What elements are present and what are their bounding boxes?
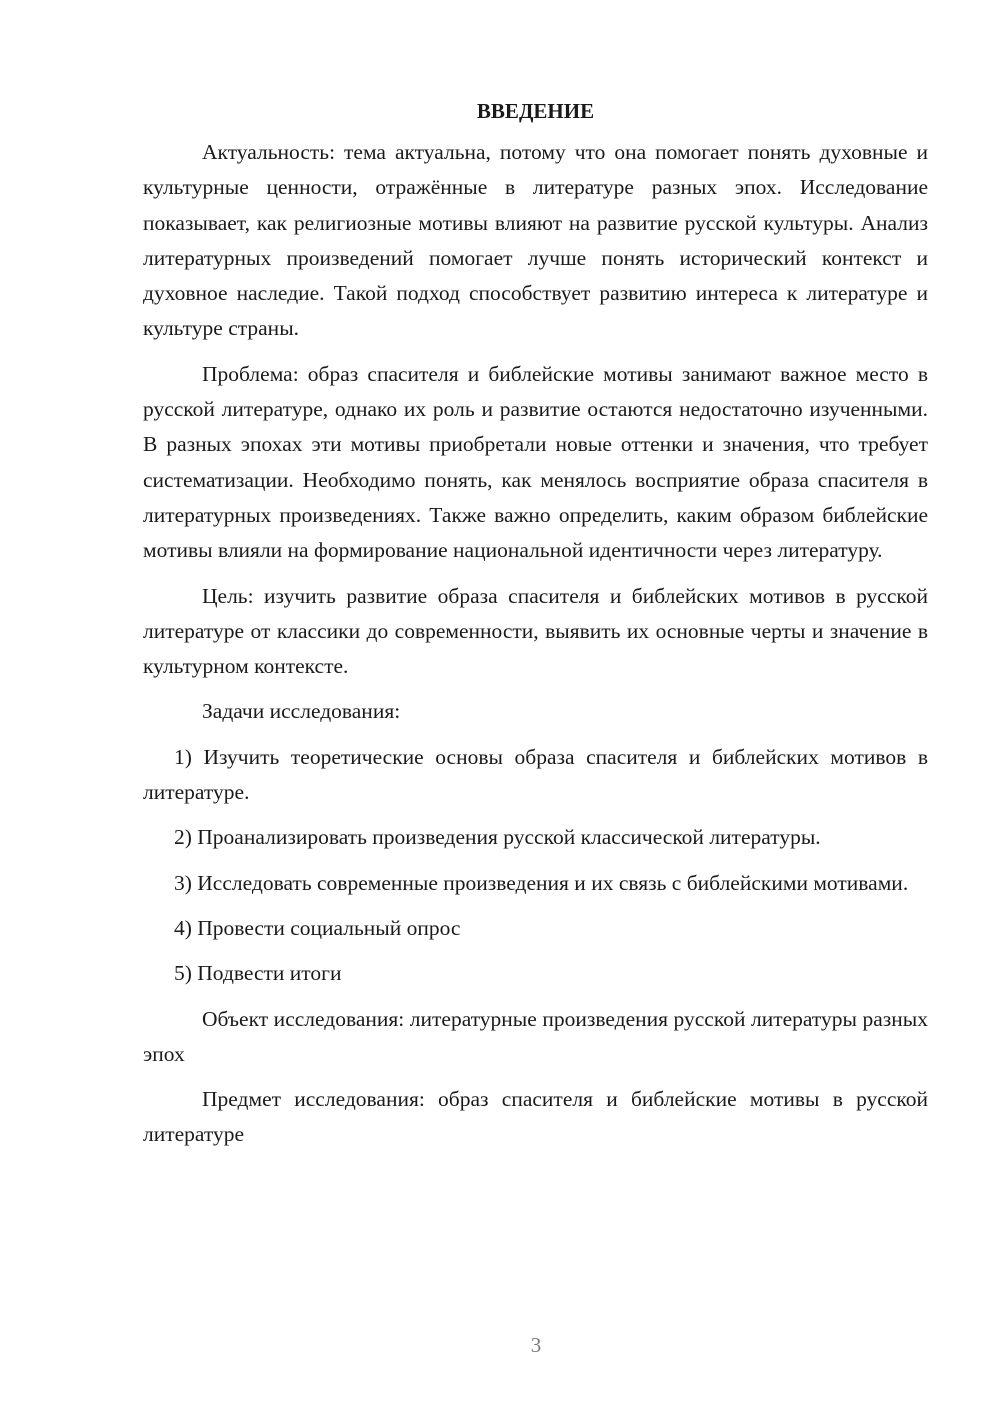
page-content bbox=[143, 95, 928, 1163]
tasks-title: Задачи исследования: bbox=[202, 699, 401, 724]
subject-paragraph: Предмет исследования: образ спасителя и библейские мотивы в русской литературе bbox=[143, 1087, 928, 1147]
goal-paragraph: Цель: изучить развитие образа спасителя и библейских мотивов в русской литературе от классики до современности, выявить их основные черты и значение в культурном контексте. bbox=[143, 583, 928, 679]
task-item-1: 1) Изучить теоретические основы образа спасителя и библейских мотивов в литературе. bbox=[143, 744, 928, 805]
section-heading: ВВЕДЕНИЕ bbox=[476, 99, 595, 123]
task-item-5: 5) Подвести итоги bbox=[174, 961, 342, 986]
task-item-3: 3) Исследовать современные произведения и их связь с библейскими мотивами. bbox=[174, 870, 909, 895]
task-item-4: 4) Провести социальный опрос bbox=[174, 915, 461, 940]
page-number: 3 bbox=[530, 1333, 542, 1357]
problem-paragraph: Проблема: образ спасителя и библейские мотивы занимают важное место в русской литературе, однако их роль и развитие остаются недостаточно изученными. В разных эпохах эти мотивы приобретали новые оттенки и значения, что требует систематизации. Необходимо понять, как менялось восприятие образа спасителя в литературных произведениях. Также важно определить, каким образом библейские мотивы влияли на формирование национальной идентичности через литературу. bbox=[143, 361, 928, 563]
relevance-paragraph: Актуальность: тема актуальна, потому что она помогает понять духовные и культурные ценности, отражённые в литературе разных эпох. Исследование показывает, как религиозные мотивы влияют на развитие русской культуры. Анализ литературных произведений помогает лучше понять исторический контекст и духовное наследие. Такой подход способствует развитию интереса к литературе и культуре страны. bbox=[143, 140, 928, 341]
object-paragraph: Объект исследования: литературные произведения русской литературы разных эпох bbox=[143, 1006, 928, 1066]
task-item-2: 2) Проанализировать произведения русской классической литературы. bbox=[174, 825, 821, 850]
